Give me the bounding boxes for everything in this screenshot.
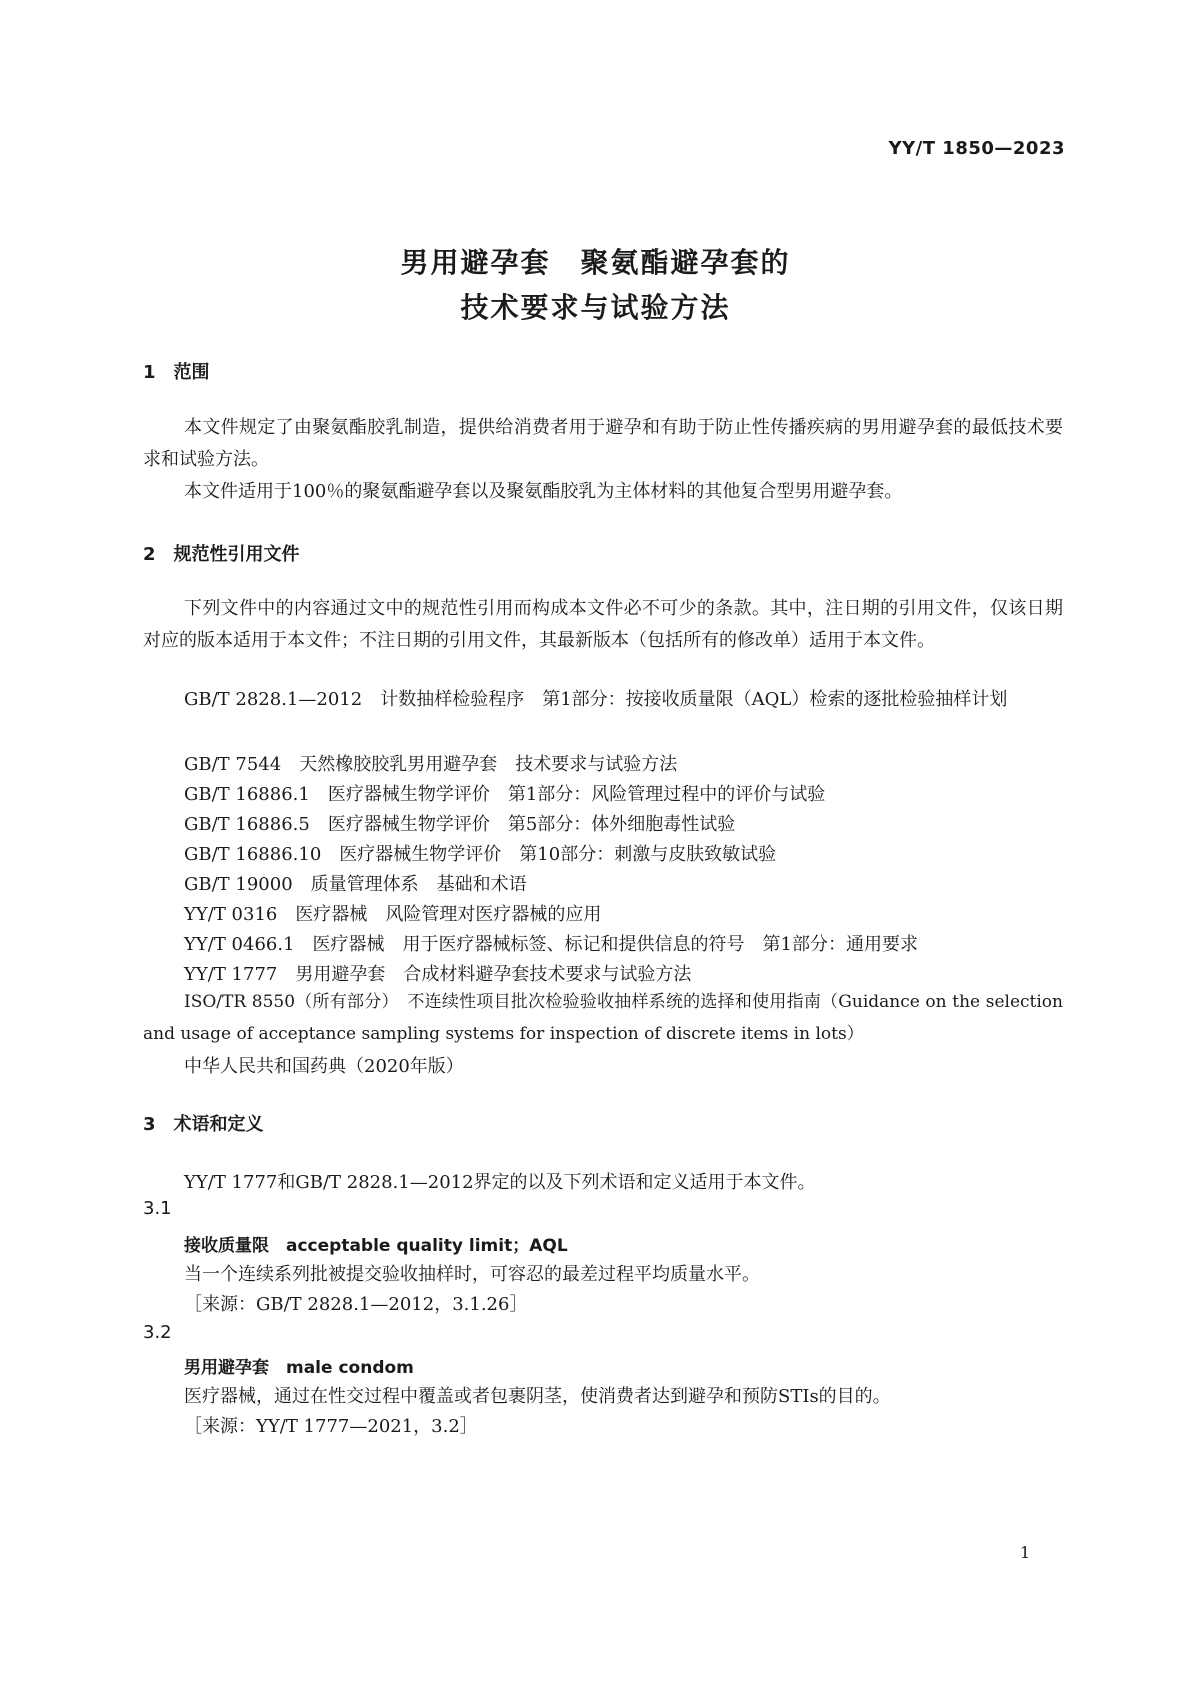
ref-item: YY/T 0316 医疗器械 风险管理对医疗器械的应用 xyxy=(184,904,602,925)
title-line-1: 男用避孕套 聚氨酯避孕套的 xyxy=(400,246,791,279)
term-number: 3.1 xyxy=(143,1198,172,1219)
section-3-heading: 3 术语和定义 xyxy=(143,1114,264,1135)
section-2-para-1: 下列文件中的内容通过文中的规范性引用而构成本文件必不可少的条款。其中，注日期的引用文件，仅该日期对应的版本适用于本文件；不注日期的引用文件，其最新版本（包括所有的修改单）适用于本文件。 xyxy=(143,598,1063,651)
section-1-heading: 1 范围 xyxy=(143,362,210,383)
term-number: 3.2 xyxy=(143,1322,172,1343)
term-definition: 当一个连续系列批被提交验收抽样时，可容忍的最差过程平均质量水平。 xyxy=(184,1264,760,1285)
ref-item: GB/T 16886.1 医疗器械生物学评价 第1部分：风险管理过程中的评价与试验 xyxy=(184,784,826,805)
ref-item: GB/T 16886.10 医疗器械生物学评价 第10部分：刺激与皮肤致敏试验 xyxy=(184,844,777,865)
term-source: ［来源：GB/T 2828.1—2012，3.1.26］ xyxy=(184,1294,528,1315)
term-source: ［来源：YY/T 1777—2021，3.2］ xyxy=(184,1416,478,1437)
ref-iso-8550: ISO/TR 8550（所有部分） 不连续性项目批次检验验收抽样系统的选择和使用指南（Guidance on the selection and usage of acceptance sampling systems for inspection of discrete items in lots） xyxy=(143,992,1063,1044)
section-3-intro: YY/T 1777和GB/T 2828.1—2012界定的以及下列术语和定义适用于本文件。 xyxy=(184,1172,816,1193)
ref-item: GB/T 16886.5 医疗器械生物学评价 第5部分：体外细胞毒性试验 xyxy=(184,814,736,835)
document-title xyxy=(0,240,1191,330)
term-definition: 医疗器械，通过在性交过程中覆盖或者包裹阴茎，使消费者达到避孕和预防STIs的目的。 xyxy=(184,1386,891,1407)
standard-code: YY/T 1850—2023 xyxy=(888,138,1065,159)
ref-item: YY/T 0466.1 医疗器械 用于医疗器械标签、标记和提供信息的符号 第1部分：通用要求 xyxy=(184,934,918,955)
section-1-para-2: 本文件适用于100％的聚氨酯避孕套以及聚氨酯胶乳为主体材料的其他复合型男用避孕套。 xyxy=(184,481,903,502)
ref-item: YY/T 1777 男用避孕套 合成材料避孕套技术要求与试验方法 xyxy=(184,964,692,985)
page-number: 1 xyxy=(1020,1543,1031,1562)
section-2-heading: 2 规范性引用文件 xyxy=(143,544,300,565)
section-1-para-1: 本文件规定了由聚氨酯胶乳制造，提供给消费者用于避孕和有助于防止性传播疾病的男用避孕套的最低技术要求和试验方法。 xyxy=(143,417,1063,470)
ref-pharmacopoeia: 中华人民共和国药典（2020年版） xyxy=(184,1056,464,1077)
ref-item: GB/T 19000 质量管理体系 基础和术语 xyxy=(184,874,527,895)
title-line-2: 技术要求与试验方法 xyxy=(460,291,731,324)
ref-gb-2828: GB/T 2828.1—2012 计数抽样检验程序 第1部分：按接收质量限（AQL）检索的逐批检验抽样计划 xyxy=(184,689,1008,710)
term-name: 接收质量限 acceptable quality limit；AQL xyxy=(184,1236,568,1256)
term-name: 男用避孕套 male condom xyxy=(184,1358,414,1378)
ref-item: GB/T 7544 天然橡胶胶乳男用避孕套 技术要求与试验方法 xyxy=(184,754,678,775)
